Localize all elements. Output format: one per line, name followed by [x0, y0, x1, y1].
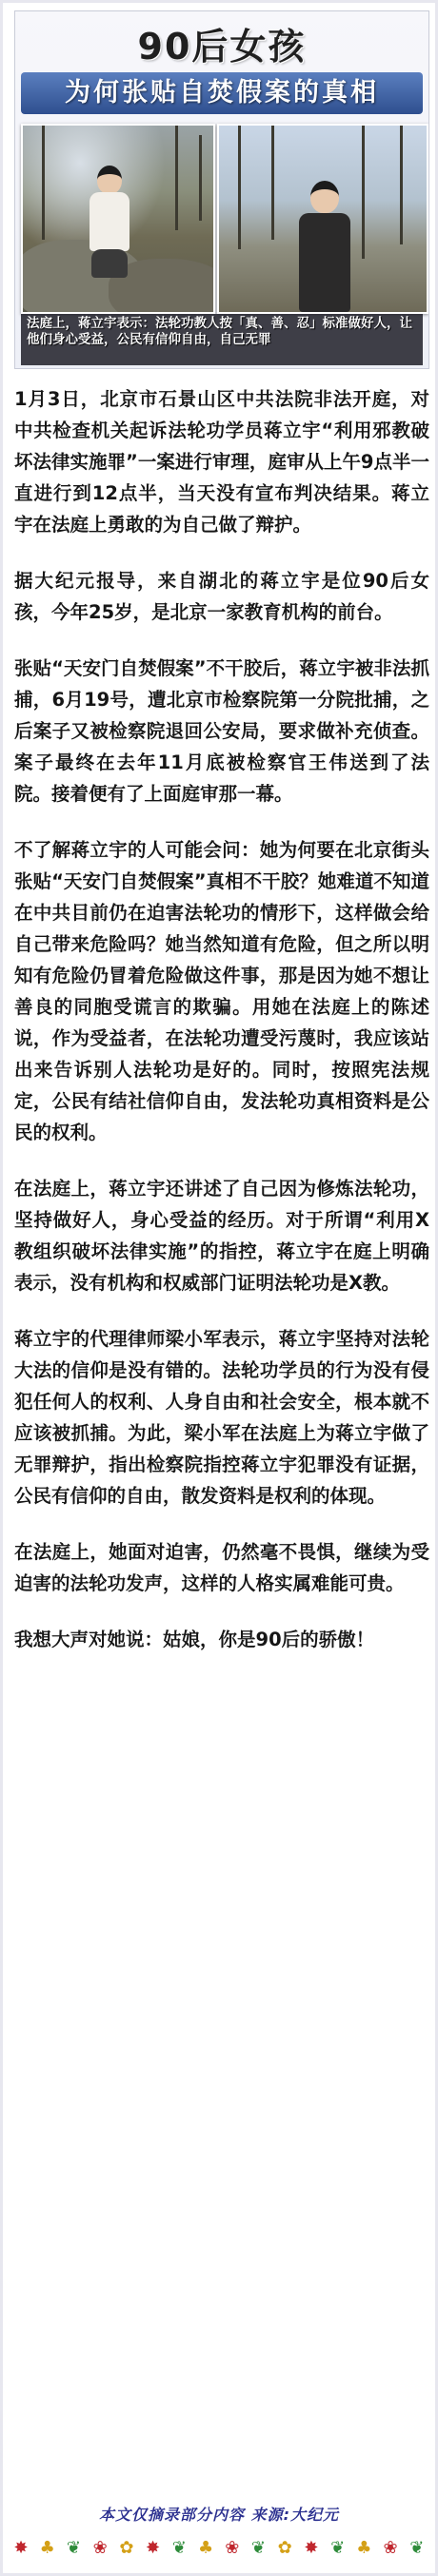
bow-icon: ❀: [383, 2538, 398, 2558]
holly-icon: ❦: [330, 2538, 346, 2558]
photo-caption: 法庭上，蒋立宇表示：法轮功教人按「真、善、忍」标准做好人，让他们身心受益，公民有信仰自由，自己无罪: [21, 314, 423, 365]
paragraph: 张贴“天安门自焚假案”不干胶后，蒋立宇被非法抓捕，6月19号，遭北京市检察院第一分院批捕，之后案子又被检察院退回公安局，要求做补充侦查。案子最终在去年11月底被检察官王伟送到了法院。接着便有了上面庭审那一幕。: [14, 657, 429, 805]
person-body: [299, 213, 350, 312]
paragraph: 在法庭上，她面对迫害，仍然毫不畏惧，继续为受迫害的法轮功发声，这样的人格实属难能可贵。: [14, 1541, 429, 1594]
source-note: 本文仅摘录部分内容 来源:大纪元: [99, 2506, 339, 2524]
paragraph: 在法庭上，蒋立宇还讲述了自己因为修炼法轮功，坚持做好人，身心受益的经历。对于所谓“利用X教组织破坏法律实施”的指控，蒋立宇在庭上明确表示，没有机构和权威部门证明法轮功是X教。: [14, 1178, 429, 1294]
holly-icon: ❦: [409, 2538, 425, 2558]
lantern-icon: ✸: [146, 2538, 161, 2558]
photo-left: [21, 124, 215, 314]
article-body: [14, 383, 429, 1680]
person-body: [90, 192, 129, 251]
paragraph: 我想大声对她说：姑娘，你是90后的骄傲！: [14, 1629, 375, 1650]
bow-icon: ❀: [225, 2538, 240, 2558]
paragraph: 1月3日，北京市石景山区中共法院非法开庭，对中共检查机关起诉法轮功学员蒋立宇“利用邪教破坏法律实施罪”一案进行审理，庭审从上午9点半一直进行到12点半，当天没有宣布判决结果。蒋立宇在法庭上勇敢的为自己做了辩护。: [14, 388, 429, 536]
lantern-icon: ✸: [304, 2538, 319, 2558]
person-head: [97, 166, 122, 194]
paragraph: 蒋立宇的代理律师梁小军表示，蒋立宇坚持对法轮大法的信仰是没有错的。法轮功学员的行为没有侵犯任何人的权利、人身自由和社会安全，根本就不应该被抓捕。为此，梁小军在法庭上为蒋立宇做了无罪辩护，指出检察院指控蒋立宇犯罪没有证据，公民有信仰的自由，散发资料是权利的体现。: [14, 1328, 429, 1507]
paragraph: 据大纪元报导，来自湖北的蒋立宇是位90后女孩，今年25岁，是北京一家教育机构的前台。: [14, 570, 429, 623]
bow-icon: ❀: [92, 2538, 108, 2558]
bell-icon: ♣: [39, 2538, 55, 2558]
bell-icon: ♣: [197, 2538, 214, 2558]
banner-subtitle: 为何张贴自焚假案的真相: [21, 72, 423, 114]
header-banner: [14, 10, 429, 369]
bell-icon: ♣: [356, 2538, 372, 2558]
banner-title: 90后女孩: [137, 26, 307, 68]
lantern-icon: ✸: [13, 2538, 29, 2558]
holly-icon: ❦: [171, 2538, 187, 2558]
holly-icon: ❦: [66, 2538, 81, 2558]
photo-right: [217, 124, 428, 314]
ornament-row: [10, 2535, 428, 2562]
gift-icon: ✿: [119, 2538, 134, 2558]
paragraph: 不了解蒋立宇的人可能会问：她为何要在北京街头张贴“天安门自焚假案”真相不干胶？她难道不知道在中共目前仍在迫害法轮功的情形下，这样做会给自己带来危险吗？她当然知道有危险，但之所以明知有危险仍冒着危险做这件事，那是因为她不想让善良的同胞受谎言的欺骗。用她在法庭上的陈述说，作为受益者，在法轮功遭受污蔑时，我应该站出来告诉别人法轮功是好的。同时，按照宪法规定，公民有结社信仰自由，发法轮功真相资料是公民的权利。: [14, 839, 429, 1143]
holly-icon: ❦: [250, 2538, 267, 2558]
gift-icon: ✿: [277, 2538, 292, 2558]
person-head: [310, 181, 339, 213]
